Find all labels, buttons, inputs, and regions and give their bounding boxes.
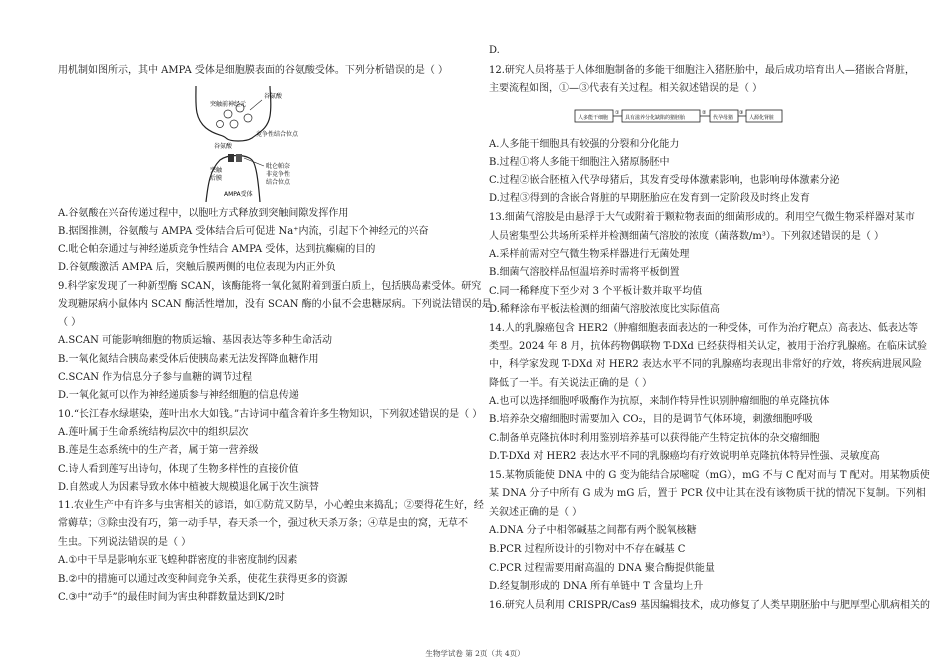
step-3: ③ [739,110,744,116]
option-d: D.自然或人为因素导致水体中植被大规模退化属于次生演替 [58,482,319,493]
text-line: 某 DNA 分子中所有 G 成为 mG 后，置于 PCR 仪中让其在没有该物质干扰的情况下复制。下列相 [489,488,926,499]
option-a: A.人多能干细胞具有较强的分裂和分化能力 [489,139,680,150]
label-post-2: 后膜 [210,175,223,182]
flow-box-4-label: 人源化肾脏 [749,115,775,121]
label-drug-1: 吡仑帕奈 [266,163,291,170]
option-a: A.采样前需对空气微生物采样器进行无菌处理 [489,249,690,260]
vesicle [217,121,224,128]
option-d: D.过程③得到的含嵌合肾脏的早期胚胎应在发育到一定阶段及时终止发育 [489,193,810,204]
option-b: B.细菌气溶胶样品恒温培养时需将平板倒置 [489,267,680,278]
label-receptor: AMPA受体 [224,191,253,198]
question-14: 14.人的乳腺癌包含 HER2（肿瘤细胞表面表达的一种受体，可作为治疗靶点）高表达、低表达等 [489,323,918,334]
option-a: A.DNA 分子中相邻碱基之间都有两个脱氧核糖 [489,525,697,536]
option-b: B.过程①将人多能干细胞注入猪原肠胚中 [489,157,670,168]
answer-bracket: （ ） [58,317,82,328]
option-a: A.①中干旱是影响东亚飞蝗种群密度的非密度制约因素 [58,555,298,566]
label-competitive: 竞争性结合位点 [256,131,299,138]
text-line: 生虫。下列说法错误的是（ ） [58,537,192,548]
question-12: 12.研究人员将基于人体细胞制备的多能干细胞注入猪胚胎中，最后成功培育出人—猪嵌合肾脏， [489,65,915,76]
option-c: C.SCAN 作为信息分子参与血糖的调节过程 [58,372,253,383]
option-d: D.稀释涂布平板法检测的细菌气溶胶浓度比实际值高 [489,304,720,315]
text-line: 关叙述正确的是（ ） [489,507,583,518]
text-line: 主要流程如图，①—③代表有关过程。相关叙述错误的是（ ） [489,83,763,94]
option-c: C.过程②嵌合胚植入代孕母猪后，其发育受母体激素影响，也影响母体激素分泌 [489,175,840,186]
label-glutamate: 谷氨酸 [264,93,283,100]
text-line: 常薅草；③除虫没有巧，第一动手早，春天杀一个，强过秋天杀万条；④草是虫的窝，无草不 [58,518,468,529]
option-b: B.②中的措施可以通过改变种间竞争关系，使花生获得更多的资源 [58,574,348,585]
question-9: 9.科学家发现了一种新型酶 SCAN，该酶能将一氧化氮附着到蛋白质上，包括胰岛素受体。研究 [58,281,482,292]
option-b: B.一氧化氮结合胰岛素受体后使胰岛素无法发挥降血糖作用 [58,354,319,365]
text-line: 发现糖尿病小鼠体内 SCAN 酶活性增加，没有 SCAN 酶的小鼠不会患糖尿病。下列说法错误的是 [58,299,492,310]
vesicle [224,110,232,118]
text-line: 降低了一半。有关说法正确的是（ ） [489,378,653,389]
question-13: 13.细菌气溶胶是由悬浮于大气或附着于颗粒物表面的细菌形成的。利用空气微生物采样器对某市 [489,212,915,223]
text-line: 用机制如图所示，其中 AMPA 受体是细胞膜表面的谷氨酸受体。下列分析错误的是（ ） [58,65,449,76]
vesicle [244,114,252,122]
question-11: 11.农业生产中有许多与虫害相关的谚语，如①防荒又防旱，小心蝗虫来捣乱；②要得花生好，经 [58,500,484,511]
option-c: C.制备单克隆抗体时利用鉴别培养基可以获得能产生特定抗体的杂交瘤细胞 [489,433,820,444]
text-line: 类型。2024 年 8 月，抗体药物偶联物 T-DXd 已经获得相关认定，被用于治疗乳腺癌。在临床试验 [489,341,928,352]
option-d: D.T-DXd 对 HER2 表达水平不同的乳腺癌均有疗效说明单克隆抗体特异性强、灵敏度高 [489,451,880,462]
option-a: A.莲叶属于生命系统结构层次中的组织层次 [58,427,249,438]
step-2: ② [702,110,707,116]
flow-box-3-label: 代孕母猪 [713,115,734,121]
option-a: A.谷氨酸在兴奋传递过程中，以胞吐方式释放到突触间隙发挥作用 [58,208,349,219]
page-footer: 生物学试卷 第 2页（共 4页） [425,649,525,658]
question-15: 15.某物质能使 DNA 中的 G 变为能结合尿嘧啶（mG），mG 不与 C 配对而与 T 配对。用某物质使 [489,470,930,481]
label-glutamate-2: 谷氨酸 [214,143,233,150]
option-b: B.莲是生态系统中的生产者，属于第一营养级 [58,445,259,456]
option-c: C.同一稀释度下至少对 3 个平板计数并取平均值 [489,286,703,297]
option-a: A.也可以选择细胞呼吸酶作为抗原，来制作特异性识别肿瘤细胞的单克隆抗体 [489,396,830,407]
pointer-line [250,100,262,110]
option-d: D.谷氨酸激活 AMPA 后，突触后膜两侧的电位表现为内正外负 [58,262,336,273]
ampa-receptor-block [228,154,234,162]
option-c: C.诗人看到莲写出诗句，体现了生物多样性的直接价值 [58,464,299,475]
option-b: B.据图推测，谷氨酸与 AMPA 受体结合后可促进 Na⁺内流，引起下个神经元的兴奋 [58,226,429,237]
flow-diagram [574,108,784,124]
option-a: A.SCAN 可能影响细胞的物质运输、基因表达等多种生命活动 [58,335,333,346]
text-line: 中，科学家发现 T-DXd 对 HER2 表达水平不同的乳腺癌均表现出非常好的疗效，将疾病进展风险 [489,359,922,370]
vesicle [230,120,238,128]
option-c: C.PCR 过程需要用耐高温的 DNA 聚合酶提供能量 [489,563,715,574]
option-d: D. [489,45,500,56]
text-line: 人员密集型公共场所采样并检测细菌气溶胶的浓度（菌落数/m³）。下列叙述错误的是（ ） [489,231,885,242]
step-1: ① [615,110,620,116]
option-d: D.经复制形成的 DNA 所有单链中 T 含量均上升 [489,581,704,592]
question-16: 16.研究人员利用 CRISPR/Cas9 基因编辑技术，成功修复了人类早期胚胎中与肥厚型心肌病相关的 [489,600,930,611]
ampa-receptor-block [236,154,242,162]
flow-box-2-label: 具有滋养分化缺陷的猪胚胎 [625,115,686,121]
option-c: C.③中“动手”的最佳时间为害虫种群数量达到K/2时 [58,592,285,603]
question-10: 10.“长江春水绿堪染，莲叶出水大如钱。”古诗词中蕴含着许多生物知识，下列叙述错误的是（ ） [58,409,483,420]
option-b: B.培养杂交瘤细胞时需要加入 CO₂，目的是调节气体环境，刺激细胞呼吸 [489,414,813,425]
option-b: B.PCR 过程所设计的引物对中不存在碱基 C [489,544,686,555]
label-drug-3: 结合位点 [266,179,291,186]
label-presynaptic: 突触前神经元 [210,101,247,108]
option-d: D.一氧化氮可以作为神经递质参与神经细胞的信息传递 [58,390,299,401]
label-drug-2: 非竞争性 [266,171,291,178]
option-c: C.吡仑帕奈通过与神经递质竞争性结合 AMPA 受体，达到抗癫痫的目的 [58,244,376,255]
label-post-1: 突触 [210,167,223,174]
synapse-diagram [190,84,310,202]
flow-box-1-label: 人多能干细胞 [578,115,609,121]
